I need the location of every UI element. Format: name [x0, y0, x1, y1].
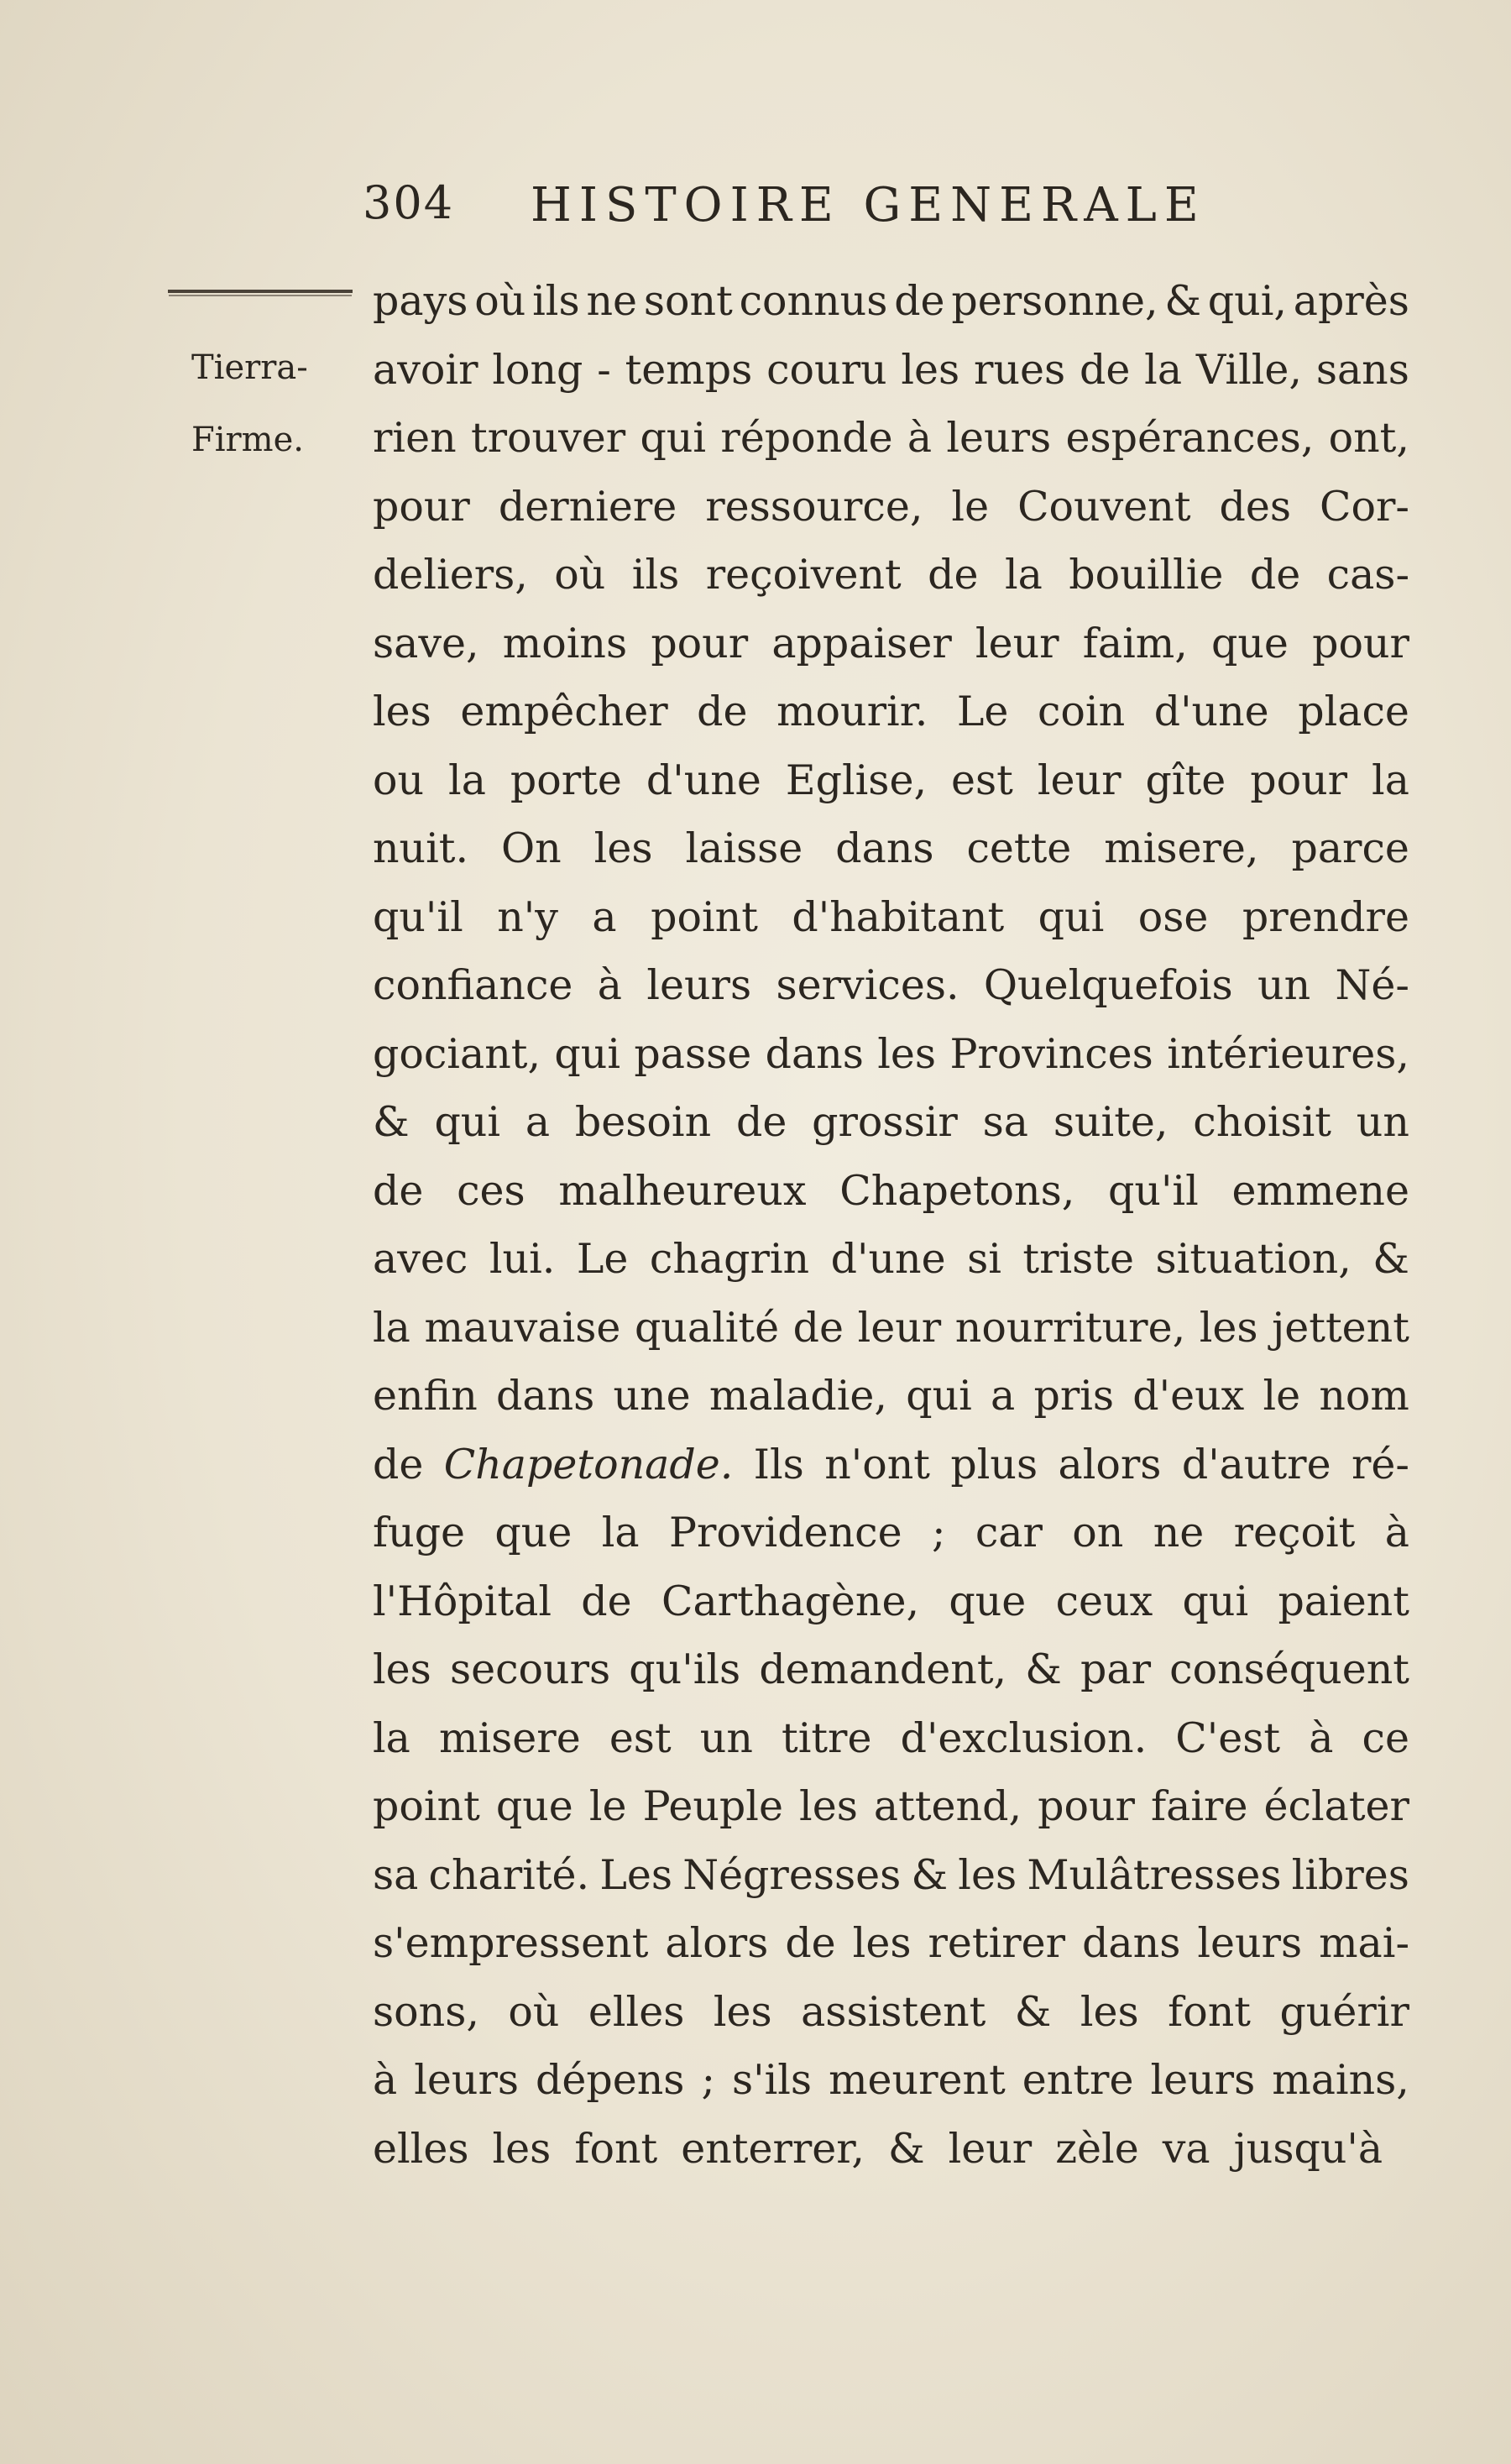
word: une — [613, 1372, 691, 1420]
word: qui — [554, 1029, 620, 1078]
word: que — [494, 1509, 573, 1556]
text-line — [373, 1499, 1409, 1567]
word: où — [554, 551, 606, 599]
word: & — [1372, 1235, 1409, 1283]
word: leurs — [1150, 2056, 1256, 2104]
word: les — [877, 1029, 937, 1078]
word: rues — [974, 345, 1066, 394]
word: save, — [373, 619, 479, 667]
word: reçoivent — [705, 551, 902, 599]
margin-note-line-2: Firme. — [191, 421, 304, 459]
word: pays — [373, 277, 468, 325]
word: ont, — [1328, 414, 1409, 462]
text-line — [373, 746, 1409, 815]
word: personne, — [951, 277, 1158, 325]
word: de — [735, 1098, 787, 1146]
text-line — [373, 473, 1409, 541]
word: avoir — [373, 345, 478, 394]
text-line — [373, 1431, 1409, 1499]
word: Cor- — [1320, 482, 1409, 531]
word: espérances, — [1065, 414, 1315, 462]
text-line — [373, 267, 1409, 336]
word: pris — [1033, 1372, 1115, 1420]
word: derniere — [498, 482, 677, 531]
word: passe — [634, 1029, 752, 1078]
word: couru — [766, 345, 887, 394]
text-line — [373, 1088, 1409, 1157]
word: prendre — [1242, 892, 1409, 941]
text-line — [373, 541, 1409, 609]
word: besoin — [574, 1098, 712, 1146]
word: grossir — [812, 1098, 958, 1146]
word: ré- — [1351, 1440, 1409, 1488]
word: triste — [1022, 1235, 1135, 1283]
word: coin — [1037, 688, 1126, 735]
word: faire — [1151, 1782, 1248, 1830]
word: Mulâtresses — [1027, 1850, 1282, 1899]
word: C'est — [1175, 1713, 1281, 1762]
word: secours — [449, 1645, 611, 1693]
word: enfin — [373, 1372, 478, 1420]
word: va — [1162, 2124, 1210, 2173]
word: leur — [948, 2124, 1033, 2173]
text-line — [373, 2046, 1409, 2115]
word: Né- — [1335, 961, 1409, 1009]
word: dans — [1082, 1919, 1181, 1967]
word: Le — [956, 688, 1009, 735]
word: deliers, — [373, 551, 528, 599]
word: appaiser — [771, 619, 952, 667]
word: la — [373, 1713, 410, 1762]
word: zèle — [1055, 2124, 1139, 2173]
word: à — [373, 2056, 398, 2104]
word: de — [785, 1919, 836, 1967]
word: d'une — [646, 756, 761, 804]
word: a — [991, 1372, 1016, 1420]
word: misere — [439, 1713, 581, 1762]
word: leur — [1037, 756, 1121, 804]
word: la — [448, 756, 486, 804]
word: sont — [643, 277, 733, 325]
word: entre — [1022, 2056, 1134, 2104]
word: leurs — [946, 414, 1052, 462]
text-line — [373, 1567, 1409, 1636]
word: mains, — [1272, 2056, 1409, 2104]
word: qualité — [634, 1303, 780, 1352]
running-title: HISTOIRE GENERALE — [531, 178, 1206, 233]
word: empêcher — [460, 688, 668, 735]
word: titre — [782, 1713, 872, 1762]
word: qui — [434, 1098, 501, 1146]
text-line — [373, 1909, 1409, 1978]
word: & — [1164, 277, 1201, 325]
word: a — [525, 1098, 551, 1146]
word: Chapetonade. — [443, 1440, 734, 1488]
word: trouver — [470, 414, 626, 462]
word: la — [1372, 756, 1409, 804]
word: ils — [532, 277, 580, 325]
word: de — [894, 277, 945, 325]
word: situation, — [1155, 1235, 1352, 1283]
word: leurs — [646, 961, 752, 1009]
text-line — [373, 609, 1409, 678]
word: de — [1079, 345, 1131, 394]
word: s'ils — [731, 2056, 813, 2104]
word: demandent, — [759, 1645, 1007, 1693]
page-number: 304 — [363, 176, 455, 229]
word: paient — [1278, 1577, 1409, 1625]
word: est — [951, 756, 1013, 804]
word: le — [951, 482, 990, 531]
text-line — [373, 951, 1409, 1020]
text-line — [373, 883, 1409, 952]
word: que — [1210, 619, 1289, 667]
word: les — [852, 1919, 912, 1967]
word: ce — [1362, 1713, 1409, 1762]
word: elles — [373, 2124, 469, 2173]
word: plus — [950, 1440, 1038, 1488]
word: sans — [1315, 345, 1409, 394]
word: de — [373, 1440, 424, 1488]
margin-note — [191, 332, 334, 476]
word: les — [593, 824, 653, 872]
word: pour — [1250, 756, 1348, 804]
word: confiance — [373, 961, 573, 1009]
word: Quelquefois — [983, 961, 1233, 1009]
word: Providence — [668, 1509, 902, 1556]
word: ressource, — [705, 482, 923, 531]
word: à — [1309, 1713, 1334, 1762]
word: elles — [588, 1987, 685, 2036]
word: de — [928, 551, 979, 599]
word: porte — [510, 756, 622, 804]
word: à — [597, 961, 622, 1009]
word: sa — [373, 1850, 419, 1899]
word: services. — [776, 961, 959, 1009]
word: emmene — [1231, 1166, 1409, 1215]
word: gîte — [1145, 756, 1226, 804]
word: Couvent — [1017, 482, 1191, 531]
word: ceux — [1055, 1577, 1153, 1625]
word: qui — [906, 1372, 972, 1420]
word: Peuple — [642, 1782, 783, 1830]
text-line — [373, 1841, 1409, 1910]
word: ose — [1137, 892, 1209, 941]
word: où — [508, 1987, 560, 2036]
word: - — [597, 345, 611, 394]
text-line — [373, 1020, 1409, 1089]
word: d'autre — [1181, 1440, 1331, 1488]
word: dans — [765, 1029, 864, 1078]
word: connus — [739, 277, 888, 325]
word: Carthagène, — [661, 1577, 920, 1625]
word: conséquent — [1169, 1645, 1409, 1693]
word: cette — [966, 824, 1072, 872]
word: suite, — [1053, 1098, 1169, 1146]
word: maladie, — [708, 1372, 888, 1420]
word: moins — [502, 619, 628, 667]
word: de — [581, 1577, 632, 1625]
word: les — [901, 345, 960, 394]
word: long — [492, 345, 583, 394]
word: les — [799, 1782, 858, 1830]
word: la — [373, 1303, 410, 1352]
word: d'habitant — [792, 892, 1005, 941]
text-line — [373, 1157, 1409, 1226]
word: font — [1168, 1987, 1251, 2036]
word: de — [1249, 551, 1301, 599]
word: qui — [1038, 892, 1105, 941]
word: retirer — [928, 1919, 1066, 1967]
word: le — [1263, 1372, 1301, 1420]
word: leur — [975, 619, 1059, 667]
word: la — [601, 1509, 640, 1556]
word: place — [1298, 688, 1409, 735]
word: rien — [373, 414, 457, 462]
word: s'empressent — [373, 1919, 649, 1967]
word: Le — [576, 1235, 629, 1283]
word: leurs — [414, 2056, 520, 2104]
word: pour — [1312, 619, 1409, 667]
text-line — [373, 2115, 1409, 2184]
word: On — [501, 824, 562, 872]
word: attend, — [873, 1782, 1022, 1830]
word: lui. — [489, 1235, 556, 1283]
word: les — [492, 2124, 552, 2173]
text-line — [373, 814, 1409, 883]
word: réponde — [720, 414, 893, 462]
word: ; — [701, 2056, 715, 2104]
word: qui — [640, 414, 707, 462]
word: les — [373, 1645, 431, 1693]
word: par — [1080, 1645, 1151, 1693]
text-line — [373, 336, 1409, 405]
word: mauvaise — [424, 1303, 621, 1352]
word: dépens — [536, 2056, 685, 2104]
word: choisit — [1193, 1098, 1331, 1146]
word: les — [713, 1987, 772, 2036]
word: Chapetons, — [839, 1166, 1075, 1215]
word: un — [699, 1713, 753, 1762]
word: n'y — [497, 892, 558, 941]
word: nom — [1319, 1372, 1409, 1420]
word: ils — [631, 551, 680, 599]
word: chagrin — [649, 1235, 810, 1283]
word: Eglise, — [785, 756, 928, 804]
word: mourir. — [776, 688, 928, 735]
word: ou — [373, 756, 425, 804]
word: assistent — [801, 1987, 986, 2036]
word: à — [1384, 1509, 1409, 1556]
word: faim, — [1082, 619, 1188, 667]
word: mai- — [1319, 1919, 1409, 1967]
text-line — [373, 677, 1409, 746]
word: le — [588, 1782, 627, 1830]
word: gociant, — [373, 1029, 541, 1078]
word: qu'il — [373, 892, 463, 941]
word: malheureux — [558, 1166, 807, 1215]
word: & — [911, 1850, 949, 1899]
word: les — [1080, 1987, 1139, 2036]
word: dans — [496, 1372, 595, 1420]
word: & — [887, 2124, 925, 2173]
margin-note-line-1: Tierra- — [191, 348, 308, 387]
text-line — [373, 1225, 1409, 1294]
word: Les — [599, 1850, 672, 1899]
word: ces — [457, 1166, 525, 1215]
word: si — [967, 1235, 1001, 1283]
word: d'exclusion. — [900, 1713, 1148, 1762]
word: d'une — [830, 1235, 946, 1283]
text-line — [373, 404, 1409, 473]
word: les — [958, 1850, 1017, 1899]
text-line — [373, 1294, 1409, 1363]
word: un — [1257, 961, 1311, 1009]
word: on — [1072, 1509, 1124, 1556]
word: que — [949, 1577, 1027, 1625]
word: alors — [665, 1919, 769, 1967]
word: cas- — [1326, 551, 1409, 599]
word: d'une — [1153, 688, 1269, 735]
word: que — [495, 1782, 573, 1830]
word: laisse — [685, 824, 803, 872]
word: de — [373, 1166, 424, 1215]
word: de — [792, 1303, 844, 1352]
word: a — [592, 892, 617, 941]
body-text — [373, 267, 1409, 2183]
word: jusqu'à — [1233, 2124, 1383, 2173]
word: fuge — [373, 1509, 466, 1556]
word: ; — [931, 1509, 946, 1556]
word: n'ont — [824, 1440, 930, 1488]
word: pour — [373, 482, 470, 531]
word: charité. — [428, 1850, 590, 1899]
word: l'Hôpital — [373, 1577, 552, 1625]
word: point — [373, 1782, 480, 1830]
margin-rule — [168, 290, 353, 293]
word: sons, — [373, 1987, 479, 2036]
word: les — [373, 688, 431, 735]
word: Ville, — [1195, 345, 1302, 394]
word: Négresses — [682, 1850, 902, 1899]
word: dans — [835, 824, 934, 872]
word: nuit. — [373, 824, 469, 872]
word: bouillie — [1069, 551, 1224, 599]
word: Ils — [753, 1440, 804, 1488]
word: & — [373, 1098, 410, 1146]
word: leurs — [1197, 1919, 1303, 1967]
word: enterrer, — [681, 2124, 865, 2173]
text-line — [373, 1978, 1409, 2047]
text-line — [373, 1704, 1409, 1773]
word: qu'ils — [629, 1645, 741, 1693]
word: la — [1004, 551, 1043, 599]
word: libres — [1291, 1850, 1409, 1899]
word: est — [609, 1713, 672, 1762]
word: & — [1014, 1987, 1052, 2036]
word: & — [1025, 1645, 1062, 1693]
word: meurent — [829, 2056, 1006, 2104]
text-line — [373, 1635, 1409, 1704]
word: la — [1144, 345, 1183, 394]
word: avec — [373, 1235, 468, 1283]
word: à — [907, 414, 933, 462]
word: intérieures, — [1167, 1029, 1409, 1078]
word: misere, — [1104, 824, 1259, 872]
word: ne — [586, 277, 638, 325]
word: reçoit — [1233, 1509, 1356, 1556]
word: nourriture, — [954, 1303, 1186, 1352]
word: guérir — [1279, 1987, 1409, 2036]
word: éclater — [1263, 1782, 1409, 1830]
word: car — [975, 1509, 1043, 1556]
word: après — [1293, 277, 1409, 325]
word: où — [474, 277, 526, 325]
word: qui, — [1207, 277, 1287, 325]
word: ne — [1153, 1509, 1205, 1556]
word: alors — [1058, 1440, 1162, 1488]
word: leur — [857, 1303, 942, 1352]
page-header — [363, 176, 1278, 243]
text-line — [373, 1772, 1409, 1841]
word: un — [1356, 1098, 1409, 1146]
word: de — [697, 688, 748, 735]
word: jettent — [1272, 1303, 1409, 1352]
word: Provinces — [949, 1029, 1153, 1078]
word: les — [1199, 1303, 1258, 1352]
word: qu'il — [1108, 1166, 1199, 1215]
word: sa — [982, 1098, 1028, 1146]
word: des — [1219, 482, 1292, 531]
word: temps — [625, 345, 753, 394]
word: pour — [651, 619, 749, 667]
word: d'eux — [1132, 1372, 1245, 1420]
word: font — [574, 2124, 658, 2173]
word: pour — [1038, 1782, 1135, 1830]
word: parce — [1291, 824, 1409, 872]
text-line — [373, 1362, 1409, 1431]
word: qui — [1182, 1577, 1249, 1625]
word: point — [651, 892, 758, 941]
